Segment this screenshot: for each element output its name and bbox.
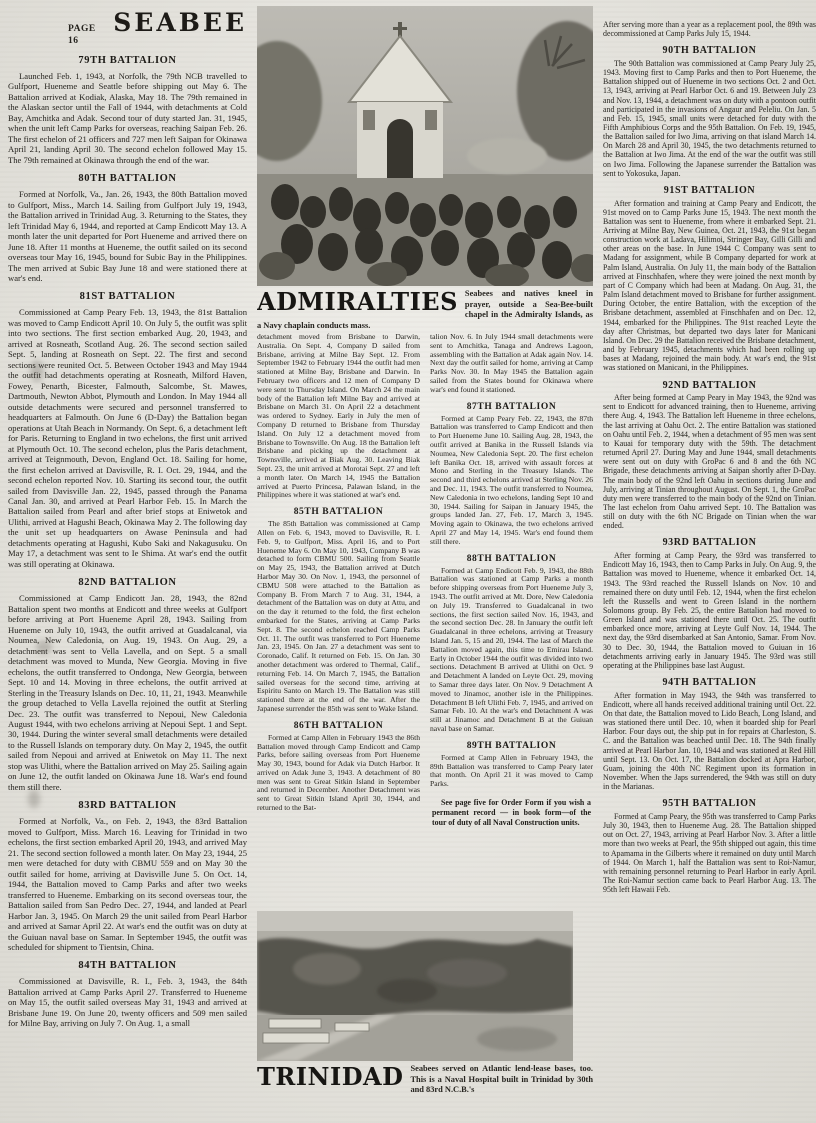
section-heading: 92ND BATTALION [662, 379, 757, 391]
section-body: After formation and training at Camp Peary and Endicott, the 91st moved on to Camp Parks June 15, 1943. The next month the Battalion was sent to Hueneme, from where it embarked Sept. 21. Arriving at Milne Bay, New Guinea, Oct. 21, 1943, the 91st began construction work at Ladava, Hilimoi, Stringer Bay, Gilli Gilli and other areas on the base. In June 1944 C Company was sent to Madang for assignment, while B Company departed for work at Palm Island, Australia. On July 11, the main body of the Battalion arrived at Finschhafen, where they were joined the next month by part of C Company which had been at Madang. On Aug. 31, the Palm Island detachment moved to Brisbane for further assignment. During October, the entire Battalion, with the exception of the Brisbane detachment, assembled at Finschhafen and on Dec. 12, 1944, embarked for the Philippines. The 91st reached Leyte the day after Christmas, but departed two days later for Manicani Island. On Dec. 29 the Battalion received the Brisbane detachment, and by February 1945, detachments which had been rolling up bases at Madang, rejoined the main body. At war's end, the 91st was stationed on Manicani, in the Philippines. [603, 198, 816, 373]
section-body: Formed at Norfolk, Va., on Feb. 2, 1943, the 83rd Battalion moved to Gulfport, Miss. March 16. Leaving for Trinidad in two echelons, the first section embarked April 20, 1943, and arrived May 21. The second section followed a month later. On May 23, 1944, 25 men were detached for duty with CBMU 559 and on May 30 the outfit sailed for home, arriving at Davisville June 5. On Oct. 14, 1944, the Battalion moved to Camp Parks and after two weeks transferred to Hueneme. Embarking on its second overseas tour, the Battalion sailed from San Pedro Dec. 27, 1944, and landed at Pearl Harbor Jan. 3, 1945. On March 29 the unit sailed from Pearl Harbor and arrived at Samar April 22. At war's end the outfit was on duty at the Guiuan naval base on Samar. In September 1945, the outfit was scheduled for shipment to Tientsin, China. [8, 816, 247, 952]
section-heading: 81ST BATTALION [79, 291, 176, 303]
section-body: Formed at Norfolk, Va., Jan. 26, 1943, the 80th Battalion moved to Gulfport, Miss., March 14. Sailing from Gulfport July 19, 1943, the Battalion arrived in Trinidad Aug. 3. Returning to the States, they left Trinidad May 6, 1944, and reported at Camp Endicott May 13. A month later the unit departed for Port Hueneme and arrived there on June 18. After 11 months at Hueneme, the outfit sailed on its second overseas tour May 16, 1945, bound for Subic Bay in the Philippines. The men arrived at Subic Bay June 18 and were stationed there at war's end. [8, 189, 247, 283]
section-body: Formed at Camp Peary Feb. 22, 1943, the 87th Battalion was transferred to Camp Endicott and then to Port Hueneme June 10. Sailing Aug. 28, 1943, the outfit arrived at Banika in the Russell Islands via Noumea, New Caledonia Sept. 20. The first echelon left Banika Oct. 18, arrived with assault forces at Mono and Sterling in the Treasury Islands. The second and third echelons arrived at Sterling Nov. 26 and Dec. 11, 1943. The outfit transferred to Noumea, New Caledonia in two echelons, landing Sept 10 and 30, 1944. Sailing for Saipan in January 1945, the groups landed Jan. 27, Feb. 17, March 3, 1945. Moving again to Okinawa, the two echelons arrived April 27 and May 14, 1945. War's end found them still there. [430, 413, 593, 546]
section-87th-battalion [430, 402, 593, 547]
trinidad-caption: Seabees served on Atlantic lend-lease bases, too. This is a Naval Hospital built in Trinidad by 30th and 83rd N.C.B.'s [410, 1064, 593, 1094]
section-89th-battalion [430, 741, 593, 789]
page-number-label: PAGE 16 [68, 24, 96, 46]
section-heading: 93RD BATTALION [662, 537, 757, 549]
scan-smudge [30, 360, 44, 382]
section-heading: 82ND BATTALION [78, 577, 177, 589]
section-84th-battalion [8, 960, 247, 1028]
scan-smudge [36, 640, 52, 654]
order-form-notice: See page five for Order Form if you wish a permanent record — in book form—of the tour of duty of all Naval Construction units. [432, 797, 591, 828]
section-body: Commissioned at Davisville, R. I., Feb. 3, 1943, the 84th Battalion arrived at Camp Parks April 27. Transferred to Hueneme on May 15, the outfit sailed overseas May 31, 1943 and arrived at Brisbane June 19. On June 20, twenty officers and 509 men sailed for Milne Bay, arriving on July 7. On Aug. 1, a small [8, 976, 247, 1029]
section-body: Commissioned at Camp Peary Feb. 13, 1943, the 81st Battalion was moved to Camp Endicott April 10. On July 5, the outfit was split into two sections. The first section embarked Aug. 20, 1943, and arrived at Rosneath, Scotland Aug. 26. The second section sailed Sept. 5, landing at Rosneath on Sept. 22. The first and second sections were reunited Oct. 5. Between October 1943 and May 1944 the outfit had detachments operating at Rosneath, Milford Haven, Fowey, Penarth, Bicester, Falmouth, Salcombe, St. Mawes, Dartmouth, Newton Abbot, Plymouth and London. In May 1944 all outside detachments were secured and personnel transferred to headquarters at Falmouth. On June 6 (D-Day) the Battalion began operations at Utah Beach in Normandy. On Sept. 6, a detachment left for Paris. Returning to England in two echelons, the first unit arrived at Plymouth Oct. 10. The second echelon, plus the Paris detachment, arrived at Teignmouth, Devon, England Oct. 18. Sailing for home, the first echelon arrived at Davisville, R. I. Oct. 29, 1944, and the second echelon reported Nov. 10. Starting its second tour, the outfit sailed from Davisville Jan. 22, 1945, passed through the Panama Canal Jan. 30, and arrived at Pearl Harbor Feb. 15. In March the Battalion sailed from Pearl and after brief stops at Eniwetok and Ulithi, arrived at Hagushi Beach, Okinawa May 2. The following day the unit set up headquarters on Awase Peninsula and had detachments operating at Hagushi, Kubo Saki and Nakagusuku. On May 17, a detachment was sent to Ie Shima. At war's end the outfit was still operating at Okinawa. [8, 307, 247, 569]
section-79th-battalion [8, 55, 247, 165]
continuation-paragraph: talion Nov. 6. In July 1944 small detachments were sent to Amchitka, Tanaga and Andrews Lagoon, assembling with the Battalion at Adak again Nov. 14. Next day the outfit sailed for home, arriving at Camp Parks Nov. 30. In May 1945 the Battalion again sailed from the States bound for Okinawa where war's end found it stationed. [430, 333, 593, 394]
section-93rd-battalion [603, 537, 816, 670]
section-86th-battalion [257, 721, 420, 813]
section-95th-battalion [603, 798, 816, 894]
section-90th-battalion [603, 45, 816, 178]
section-body: Formed at Camp Endicott Feb. 9, 1943, the 88th Battalion was stationed at Camp Parks a month before shipping overseas from Port Hueneme July 3, 1943. The outfit arrived at Mt. Dore, New Caledonia on July 19. Transferred to Guadalcanal in two sections, the first section sailed Nov. 16, 1943, and the second section Dec. 28. In January the outfit left Guadalcanal in three echelons, arriving at Treasury Island Jan. 5, 15 and 20, 1944. The last of March the Battalion moved again, this time to Emirau Island. Early in October 1944 the outfit was divided into two sections. Detachment B arrived at Ulithi on Oct. 9 and Detachment A landed on Leyte Oct. 29, moving to Samar three days later. On Nov. 9 Detachment A moved to Jinamoc, another isle in the Philippines. Detachment B left Ulithi Feb. 7, 1945, and arrived on Samar Feb. 10. At the war's end Detachment A was still at Jinamoc and Detachment B at the Guiuan naval base on Samar. [430, 565, 593, 733]
section-80th-battalion [8, 173, 247, 283]
column-left [8, 6, 247, 1098]
section-body: Formed at Camp Peary, the 95th was transferred to Camp Parks July 30, 1943, then to Hueneme Aug. 28. The Battalion shipped out on Oct. 27, 1943, arriving at Pearl Harbor Nov. 3. After a little more than two weeks at Pearl, the 95th shipped out again, this time to Apamama in the Gilberts where it remained on duty until March of 1944. On March 1, half the Battalion was sent to Roi-Namur, with remaining personnel returning to Pearl Harbor in early April. The Roi-Namur section came back to Pearl Harbor Aug. 13. The 95th left Hawaii Feb. [603, 811, 816, 895]
section-heading: 94TH BATTALION [662, 677, 757, 689]
section-85th-battalion [257, 507, 420, 714]
scan-smudge [28, 790, 40, 808]
section-91st-battalion [603, 185, 816, 373]
section-body: Launched Feb. 1, 1943, at Norfolk, the 79th NCB travelled to Gulfport, Hueneme and Seattle before shipping out May 6. The Battalion arrived at Kodiak, Alaska, May 18. The 79th remained in the Alaskan sector until the Fall of 1944, with detachments at Cold Bay, Amchitka and Adak. Second tour of duty started Jan. 31, 1945, when the unit left Camp Parks for overseas, reaching Saipan Feb. 26. The first echelon of 21 officers and 727 men left Saipan for Okinawa April 21, landing April 30. The second echelon followed May 15. The 79th remained at Okinawa through the end of the war. [8, 70, 247, 165]
column-middle [257, 6, 593, 1098]
section-81st-battalion [8, 291, 247, 569]
section-heading: 83RD BATTALION [78, 800, 177, 812]
section-body: After being formed at Camp Peary in May 1943, the 92nd was sent to Endicott for advanced training, then to Hueneme, arriving there Aug. 4, 1943. The Battalion left Hueneme in three echelons, the last arriving at Oahu Oct. 2. The entire Battalion was stationed on Oahu until Feb. 2, 1944, when a detachment of 95 men was sent to Kauai for temporary duty with the 59th. The detachment returned April 27. During May and June 1944, small detachments were sent out on duty with GroPac 6 and 8 and the 6th NC Brigade, these detachments arriving at Saipan shortly after D-Day. The main body of the 92nd left Oahu in sections during June and July, arriving at Tinian throughout August. On Sept. 1, the GroPac duty men were transferred to the main body of the 92nd on Tinian. The last echelon from Oahu arrived Sept. 10. The Battalion was still on duty with the 6th NC Brigade on Tinian when the war ended. [603, 393, 816, 531]
section-heading: 80TH BATTALION [78, 173, 177, 185]
middle-subcolumn-a [257, 333, 420, 907]
admiralties-kicker: ADMIRALTIES [257, 289, 458, 316]
masthead-title: SEABEE [113, 8, 247, 37]
trinidad-photo [257, 911, 573, 1061]
continuation-paragraph: After serving more than a year as a replacement pool, the 89th was decommissioned at Camp Parks July 15, 1944. [603, 20, 816, 39]
section-94th-battalion [603, 677, 816, 791]
section-body: After forming at Camp Peary, the 93rd was transferred to Endicott May 16, 1943, then to Camp Parks in July. On Aug. 9, the Battalion was moved to Hueneme, whence it embarked Oct. 14, 1943. The 93rd reached the Russell Islands on Nov. 10 and remained there on duty until Feb. 12, 1944, when the first echelon left the Russells and went to Green Island in the northern Solomons group. By Feb. 25, the entire Battalion had moved to Green Island and was stationed there until Oct. 25. The outfit embarked once more, arriving at Leyte Gulf Nov. 14, 1944. The next day, the 93rd disembarked at San Antonio, Samar. From Nov. 30 to Dec. 30, 1944, the Battalion moved to Guiuan in 16 detachments arriving early in January 1945. The 93rd was still operating at the Philippines base last August. [603, 551, 816, 670]
section-82nd-battalion [8, 577, 247, 792]
section-body: Formed at Camp Allen in February 1943, the 89th Battalion was transferred to Camp Peary later that month. On April 21 it was moved to Camp Parks. [430, 752, 593, 789]
admiralties-caption: Seabees and natives kneel in prayer, outside a Sea-Bee-built chapel in the Admiralty Islands, as a Navy chaplain conducts mass. [257, 289, 593, 330]
trinidad-kicker: TRINIDAD [257, 1064, 404, 1091]
section-heading: 89TH BATTALION [466, 740, 557, 751]
section-heading: 88TH BATTALION [466, 553, 557, 564]
continuation-paragraph: detachment moved from Brisbane to Darwin, Australia. On Sept. 4, Company D sailed from Brisbane, arriving at Milne Bay Sept. 12. From September 1942 to February 1944 the outfit had men stationed at Milne Bay, Brisbane and Darwin. In February two officers and 12 men of Company D were sent to Thursday Island. On March 24 the main body of the Battalion left Milne Bay and arrived at Brisbane on March 31. On April 22 a detachment was ordered to Sydney. Early in July the men of Company D returned to Brisbane from Thursday Island. On July 12 a detachment moved from Brisbane to Townsville. On Aug. 18 the Battalion left Brisbane and picking up the detachment at Townsville, arrived at Biak Aug. 30. Leaving Biak Sept. 23, the unit arrived at Morotai Sept. 27 and left a month later. On March 14, 1945 the Battalion arrived at Puerto Princesa, Palawan Island, in the Philippines where it was stationed at war's end. [257, 333, 420, 500]
section-92nd-battalion [603, 380, 816, 531]
section-heading: 95TH BATTALION [662, 798, 757, 810]
section-heading: 84TH BATTALION [78, 960, 177, 972]
section-heading: 91ST BATTALION [663, 184, 756, 196]
section-body: The 90th Battalion was commissioned at Camp Peary July 25, 1943. Moving first to Camp Parks and then to Port Hueneme, the Battalion shipped out of Hueneme in two sections Oct. 2 and Oct. 13, 1943, arriving at Pearl Harbor Oct. 6 and 19. Between July 23 and Nov. 13, 1944, a detachment was on duty with a pontoon outfit and participated in the invasions of Angaur and Peleliu. On Jan. 5 and Feb. 15, 1945, small units were detached for duty with the Fifth Amphibious Corps and the 95th Battalion. On Feb. 19, 1945, the Battalion sailed for Iwo Jima, arriving on that island March 14. On March 28 and April 30, 1945, the two detachments returned to the Battalion at Iwo Jima. At the end of the war the outfit was still on Iwo Jima. Following the Japanese surrender the Battalion was sent to Yokosuka, Japan. [603, 58, 816, 178]
section-heading: 87TH BATTALION [466, 401, 557, 412]
middle-subcolumn-b [430, 333, 593, 907]
section-heading: 86TH BATTALION [293, 720, 384, 731]
section-heading: 90TH BATTALION [662, 45, 757, 57]
admiralties-photo [257, 6, 593, 286]
section-83rd-battalion [8, 800, 247, 952]
section-body: Commissioned at Camp Endicott Jan. 28, 1943, the 82nd Battalion spent two months at Endicott and three weeks at Gulfport before arriving at Port Hueneme April 28, 1943. Sailing from Hueneme on July 10, 1943, the outfit arrived at Guadalcanal, via Noumea, New Caledonia, on Aug. 19, 1943. On Aug. 29, a detachment was sent to Vella Lavella, and on Sept. 5 a small detachment was moved to Munda, New Georgia. Moving in five echelons, the outfit transferred to Ondonga, New Georgia, between Sept. 10 and 14. Moving in three echelons, the outfit arrived at Sterling in the Treasury Islands on Dec. 10, 11, 21, 1943. Meanwhile the group detached to Vella Lavella rejoined the outfit at Sterling Dec. 23. The outfit was transferred to Nepoui, New Caledonia August 1944, with two echelons arriving at Nepoui Sept. 1 and Sept. 30, 1944. During the winter several small detachments were detailed to the Russell Islands on temporary duty. On May 2, 1945, the outfit sailed from Nepoui and arrived at Eniwetok on May 11. The next stop was Ulithi, where the Battalion arrived on May 25. Sailing again on June 12, the outfit landed on Okinawa June 18. War's end found them still there. [8, 593, 247, 792]
admiralties-caption-block [257, 289, 593, 331]
section-body: Formed at Camp Allen in February 1943 the 86th Battalion moved through Camp Endicott and Camp Parks, before sailing overseas from Port Hueneme May 30, 1943, bound for Adak via Dutch Harbor. It arrived on Adak June 3, 1943. A detachment of 80 men was sent to Great Sitkin Island in September and returned in December. Another Detachment was sent to Great Sitkin Island April 30, 1944, and returned to the Bat- [257, 732, 420, 813]
section-88th-battalion [430, 554, 593, 734]
section-heading: 79TH BATTALION [78, 55, 177, 67]
column-right [603, 6, 816, 1098]
section-heading: 85TH BATTALION [293, 507, 384, 518]
section-body: The 85th Battalion was commissioned at Camp Allen on Feb. 6, 1943, moved to Davisville, R. I. Feb. 9, to Gulfport, Miss. April 16, and to Port Hueneme May 6. On May 10, 1943, Company B was detached to form CBMU 500. Sailing from Seattle on May 25, 1943, the Battalion arrived at Dutch Harbor May 30. On Nov. 1, 1943, the personnel of CBMU 508 were attached to the Battalion as Company B. From March 7 to Aug. 31, 1944, a detachment of the Battalion was on duty at Attu, and on the day it returned to the fold, the first echelon embarked for the States, arriving at Camp Parks Sept. 8. The second echelon reached Camp Parks Oct. 11. The outfit was transferred to Port Hueneme Jan. 23, 1945. On Jan. 27 a detachment was sent to Coronado, Calif. It returned on Feb. 15. On Jan. 30 another detachment was ordered to Thermal, Calif., returning Feb. 14. On March 7, 1945, the Battalion sailed overseas for the second time, arriving at Espiritu Santo on March 19. The Battalion was still stationed there at the end of the war. After the Japanese surrender the 85th was sent to Wake Island. [257, 519, 420, 713]
masthead [68, 8, 247, 47]
trinidad-caption-block [257, 1064, 593, 1096]
section-body: After formation in May 1943, the 94th was transferred to Endicott, where all hands received additional training until Oct. 22. On that date, the Battalion moved to Lido Beach, Long Island, and was stationed there until Dec. 10, when it boarded ship for Pearl Harbor. Four days out, the ship put in for repairs at Charleston, S. C. and the Battalion was beached until Dec. 18. The 94th finally arrived at Pearl Harbor Jan. 10, 1944 and was stationed at Red Hill until Sept. 13. On Oct. 17, the Battalion docked at Apra Harbor, Guam, joining the 40th NC Regiment upon its formation in November. When the Japs surrendered, the 94th was still on duty in the Marianas. [603, 690, 816, 792]
